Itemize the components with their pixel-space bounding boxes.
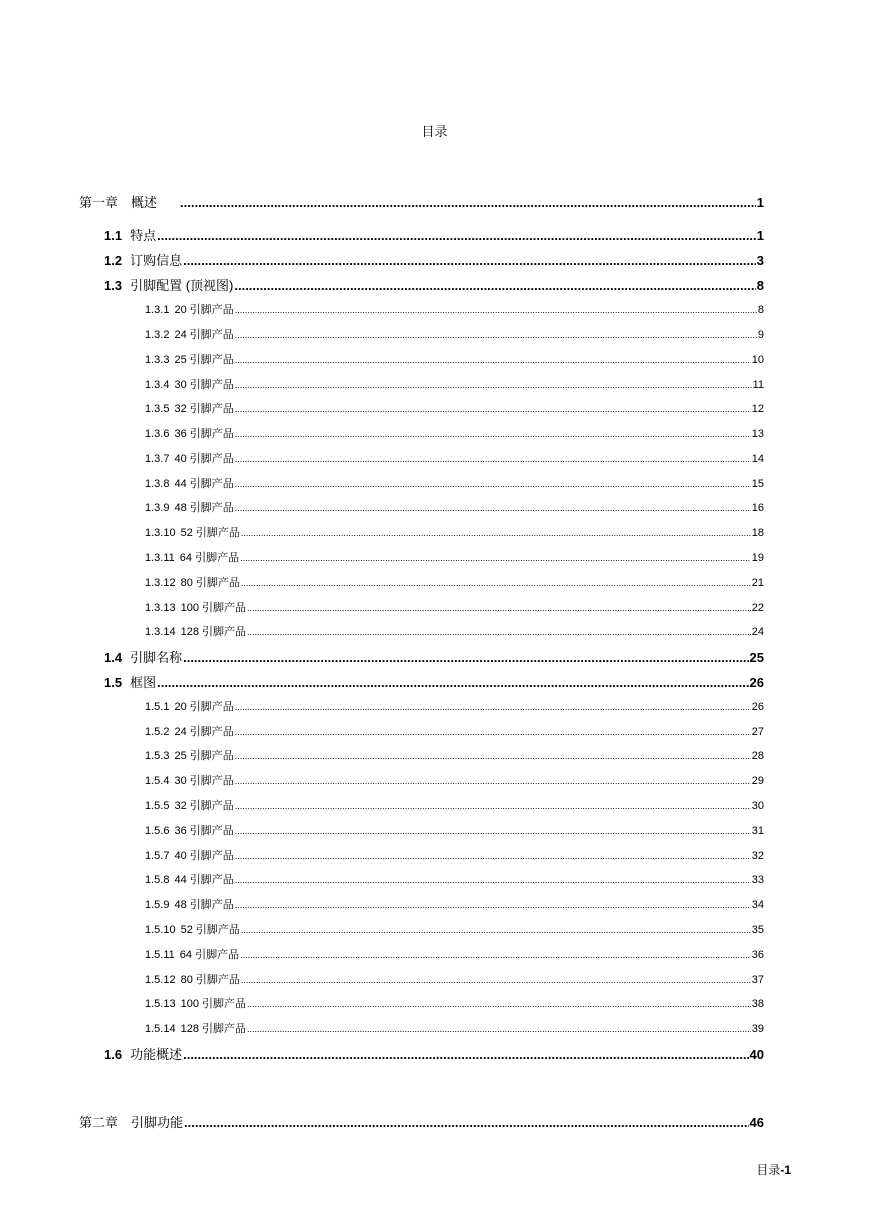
- toc-entry-number: 1.3.3: [145, 354, 170, 366]
- toc-entry-page: 26: [749, 675, 764, 690]
- page-footer: [756, 1161, 791, 1178]
- toc-entry[interactable]: [104, 250, 764, 269]
- toc-entry-title: 引脚功能: [131, 1115, 184, 1130]
- toc-entry-page: 1: [756, 228, 764, 243]
- toc-entry-title: 概述: [131, 195, 158, 210]
- toc-entry-number: 1.5.12: [145, 974, 176, 986]
- toc-entry-page: 24: [751, 626, 764, 638]
- toc-leader-dots: [235, 826, 751, 836]
- toc-entry-page: 30: [751, 800, 764, 812]
- toc-entry-number: 1.3.11: [145, 552, 175, 564]
- toc-entry-number: 1.5.8: [145, 874, 170, 886]
- toc-entry-page: 11: [752, 379, 764, 391]
- toc-entry-title: 48 引脚产品: [174, 899, 234, 911]
- toc-entry-number: 1.5.13: [145, 998, 176, 1010]
- toc-entry-title: 36 引脚产品: [174, 825, 234, 837]
- toc-entry[interactable]: [145, 326, 764, 342]
- toc-entry[interactable]: [104, 647, 764, 666]
- toc-entry-number: 第二章: [79, 1115, 119, 1130]
- toc-entry-page: 28: [751, 750, 764, 762]
- toc-entry-number: 1.6: [104, 1047, 123, 1062]
- toc-entry-page: 34: [751, 899, 764, 911]
- toc-entry[interactable]: [145, 797, 764, 813]
- toc-leader-dots: [180, 195, 756, 210]
- toc-entry-title: 32 引脚产品: [174, 403, 234, 415]
- toc-entry-title: 64 引脚产品: [179, 949, 240, 961]
- toc-entry-title: 32 引脚产品: [174, 800, 234, 812]
- toc-entry-number: 1.5.5: [145, 800, 170, 812]
- toc-entry[interactable]: [145, 425, 764, 441]
- toc-entry-number: 第一章: [79, 195, 119, 210]
- toc-leader-dots: [183, 1047, 748, 1062]
- toc-entry[interactable]: [145, 747, 764, 763]
- toc-entry-title: 订购信息: [130, 253, 183, 268]
- toc-leader-dots: [235, 851, 751, 861]
- toc-entry-page: 37: [751, 974, 764, 986]
- toc-entry-page: 36: [751, 949, 764, 961]
- toc-entry-number: 1.5.1: [145, 701, 170, 713]
- toc-entry-title: 30 引脚产品: [174, 775, 234, 787]
- toc-entry-page: 8: [757, 304, 764, 316]
- toc-leader-dots: [235, 727, 751, 737]
- toc-entry-title: 20 引脚产品: [174, 304, 234, 316]
- toc-leader-dots: [241, 528, 751, 538]
- toc-entry[interactable]: [145, 376, 764, 392]
- toc-entry-title: 128 引脚产品: [180, 626, 247, 638]
- toc-entry-page: 19: [751, 552, 764, 564]
- toc-leader-dots: [235, 702, 751, 712]
- toc-entry[interactable]: [145, 301, 764, 317]
- toc-entry[interactable]: [145, 549, 764, 565]
- toc-entry-number: 1.5.7: [145, 850, 170, 862]
- toc-entry-title: 特点: [130, 228, 157, 243]
- toc-leader-dots: [235, 429, 751, 439]
- toc-entry[interactable]: [145, 499, 764, 515]
- toc-entry-title: 框图: [130, 675, 157, 690]
- toc-entry-title: 52 引脚产品: [180, 527, 240, 539]
- toc-entry-number: 1.5.6: [145, 825, 170, 837]
- toc-entry-title: 80 引脚产品: [180, 974, 240, 986]
- toc-entry-title: 30 引脚产品: [174, 379, 234, 391]
- toc-entry-number: 1.2: [104, 253, 123, 268]
- toc-entry-page: 15: [751, 478, 764, 490]
- toc-entry-title: 44 引脚产品: [174, 874, 234, 886]
- toc-entry-number: 1.1: [104, 228, 123, 243]
- toc-entry[interactable]: [145, 971, 764, 987]
- toc-entry-title: 48 引脚产品: [174, 502, 234, 514]
- toc-entry-page: 40: [749, 1047, 764, 1062]
- toc-entry[interactable]: [145, 400, 764, 416]
- toc-entry[interactable]: [104, 275, 764, 294]
- toc-entry-page: 31: [751, 825, 764, 837]
- toc-entry-page: 3: [756, 253, 764, 268]
- toc-leader-dots: [247, 627, 751, 637]
- toc-entry-title: 引脚配置 (顶视图): [130, 278, 234, 293]
- toc-entry-page: 46: [749, 1115, 764, 1130]
- toc-leader-dots: [241, 975, 751, 985]
- toc-entry[interactable]: [145, 599, 764, 615]
- toc-leader-dots: [240, 553, 751, 563]
- toc-entry-number: 1.4: [104, 650, 123, 665]
- toc-leader-dots: [235, 305, 757, 315]
- toc-leader-dots: [235, 479, 751, 489]
- toc-leader-dots: [183, 650, 748, 665]
- toc-leader-dots: [241, 925, 751, 935]
- toc-entry[interactable]: [145, 1020, 764, 1036]
- footer-page-number: -1: [780, 1163, 791, 1177]
- toc-leader-dots: [157, 228, 756, 243]
- toc-leader-dots: [235, 380, 752, 390]
- toc-entry-number: 1.5.4: [145, 775, 170, 787]
- toc-leader-dots: [235, 355, 751, 365]
- toc-entry[interactable]: [145, 623, 764, 639]
- toc-entry-number: 1.3.10: [145, 527, 176, 539]
- toc-entry-number: 1.5.9: [145, 899, 170, 911]
- toc-entry-page: 39: [751, 1023, 764, 1035]
- toc-leader-dots: [235, 404, 751, 414]
- toc-entry[interactable]: [104, 1044, 764, 1063]
- toc-entry[interactable]: [145, 847, 764, 863]
- toc-leader-dots: [247, 999, 751, 1009]
- toc-entry-page: 26: [751, 701, 764, 713]
- toc-entry[interactable]: [145, 475, 764, 491]
- toc-entry-page: 14: [751, 453, 764, 465]
- toc-entry[interactable]: [145, 921, 764, 937]
- toc-leader-dots: [247, 1024, 751, 1034]
- toc-leader-dots: [184, 1115, 749, 1130]
- toc-entry-page: 12: [751, 403, 764, 415]
- toc-entry-number: 1.3.1: [145, 304, 170, 316]
- toc-leader-dots: [240, 950, 751, 960]
- toc-entry-number: 1.5.2: [145, 726, 170, 738]
- toc-entry[interactable]: [145, 772, 764, 788]
- toc-leader-dots: [183, 253, 756, 268]
- toc-entry-number: 1.5.3: [145, 750, 170, 762]
- toc-entry-number: 1.3.13: [145, 602, 176, 614]
- toc-entry-page: 25: [749, 650, 764, 665]
- toc-entry[interactable]: [145, 822, 764, 838]
- toc-entry-number: 1.3.12: [145, 577, 176, 589]
- toc-entry-title: 25 引脚产品: [174, 354, 234, 366]
- toc-leader-dots: [235, 330, 757, 340]
- toc-entry-number: 1.5.11: [145, 949, 175, 961]
- toc-entry-page: 38: [751, 998, 764, 1010]
- toc-entry-number: 1.5.10: [145, 924, 176, 936]
- toc-entry-page: 21: [751, 577, 764, 589]
- toc-entry[interactable]: [145, 450, 764, 466]
- toc-entry-title: 24 引脚产品: [174, 726, 234, 738]
- toc-entry-page: 13: [751, 428, 764, 440]
- toc-entry-number: 1.3.8: [145, 478, 170, 490]
- toc-leader-dots: [235, 751, 751, 761]
- toc-leader-dots: [235, 454, 751, 464]
- toc-entry-title: 40 引脚产品: [174, 850, 234, 862]
- toc-entry-number: 1.5.14: [145, 1023, 176, 1035]
- toc-leader-dots: [235, 776, 751, 786]
- page-title: 目录: [421, 124, 448, 139]
- toc-leader-dots: [235, 875, 751, 885]
- toc-entry-title: 52 引脚产品: [180, 924, 240, 936]
- toc-leader-dots: [241, 578, 751, 588]
- toc-entry[interactable]: [145, 698, 764, 714]
- toc-entry-number: 1.3.9: [145, 502, 170, 514]
- toc-entry-number: 1.3.6: [145, 428, 170, 440]
- toc-entry-title: 功能概述: [130, 1047, 183, 1062]
- toc-entry[interactable]: [145, 896, 764, 912]
- toc-leader-dots: [247, 603, 751, 613]
- footer-label: 目录: [756, 1163, 781, 1177]
- toc-entry[interactable]: [104, 672, 764, 691]
- toc-entry-number: 1.3.4: [145, 379, 170, 391]
- toc-entry[interactable]: [145, 871, 764, 887]
- toc-leader-dots: [235, 801, 751, 811]
- toc-entry-number: 1.3.7: [145, 453, 170, 465]
- toc-entry-title: 44 引脚产品: [174, 478, 234, 490]
- toc-entry[interactable]: [104, 225, 764, 244]
- toc-leader-dots: [235, 503, 751, 513]
- toc-entry[interactable]: [79, 192, 764, 211]
- toc-leader-dots: [235, 900, 751, 910]
- toc-entry-title: 100 引脚产品: [180, 998, 247, 1010]
- toc-entry[interactable]: [145, 351, 764, 367]
- toc-entry-title: 24 引脚产品: [174, 329, 234, 341]
- toc-entry-page: 35: [751, 924, 764, 936]
- toc-entry-title: 80 引脚产品: [180, 577, 240, 589]
- toc-entry-title: 25 引脚产品: [174, 750, 234, 762]
- toc-entry[interactable]: [145, 946, 764, 962]
- toc-entry-page: 29: [751, 775, 764, 787]
- toc-entry-page: 22: [751, 602, 764, 614]
- toc-entry[interactable]: [145, 574, 764, 590]
- toc-entry-page: 1: [756, 195, 764, 210]
- toc-entry-number: 1.5: [104, 675, 123, 690]
- toc-entry-page: 16: [751, 502, 764, 514]
- toc-entry-title: 128 引脚产品: [180, 1023, 247, 1035]
- toc-entry[interactable]: [79, 1112, 764, 1131]
- toc-entry-number: 1.3.5: [145, 403, 170, 415]
- toc-leader-dots: [234, 278, 755, 293]
- toc-entry-page: 33: [751, 874, 764, 886]
- toc-entry-title: 40 引脚产品: [174, 453, 234, 465]
- toc-entry-number: 1.3.14: [145, 626, 176, 638]
- toc-entry-page: 32: [751, 850, 764, 862]
- toc-entry-title: 20 引脚产品: [174, 701, 234, 713]
- toc-entry-page: 10: [751, 354, 764, 366]
- toc-entry-number: 1.3.2: [145, 329, 170, 341]
- toc-entry-page: 18: [751, 527, 764, 539]
- toc-entry-title: 64 引脚产品: [179, 552, 240, 564]
- toc-entry-title: 100 引脚产品: [180, 602, 247, 614]
- toc-leader-dots: [157, 675, 748, 690]
- toc-entry[interactable]: [145, 524, 764, 540]
- toc-entry[interactable]: [145, 723, 764, 739]
- toc-entry-title: 引脚名称: [130, 650, 183, 665]
- toc-entry-page: 27: [751, 726, 764, 738]
- toc-entry-page: 8: [756, 278, 764, 293]
- toc-entry-title: 36 引脚产品: [174, 428, 234, 440]
- toc-entry-page: 9: [757, 329, 764, 341]
- toc-entry-number: 1.3: [104, 278, 123, 293]
- toc-entry[interactable]: [145, 995, 764, 1011]
